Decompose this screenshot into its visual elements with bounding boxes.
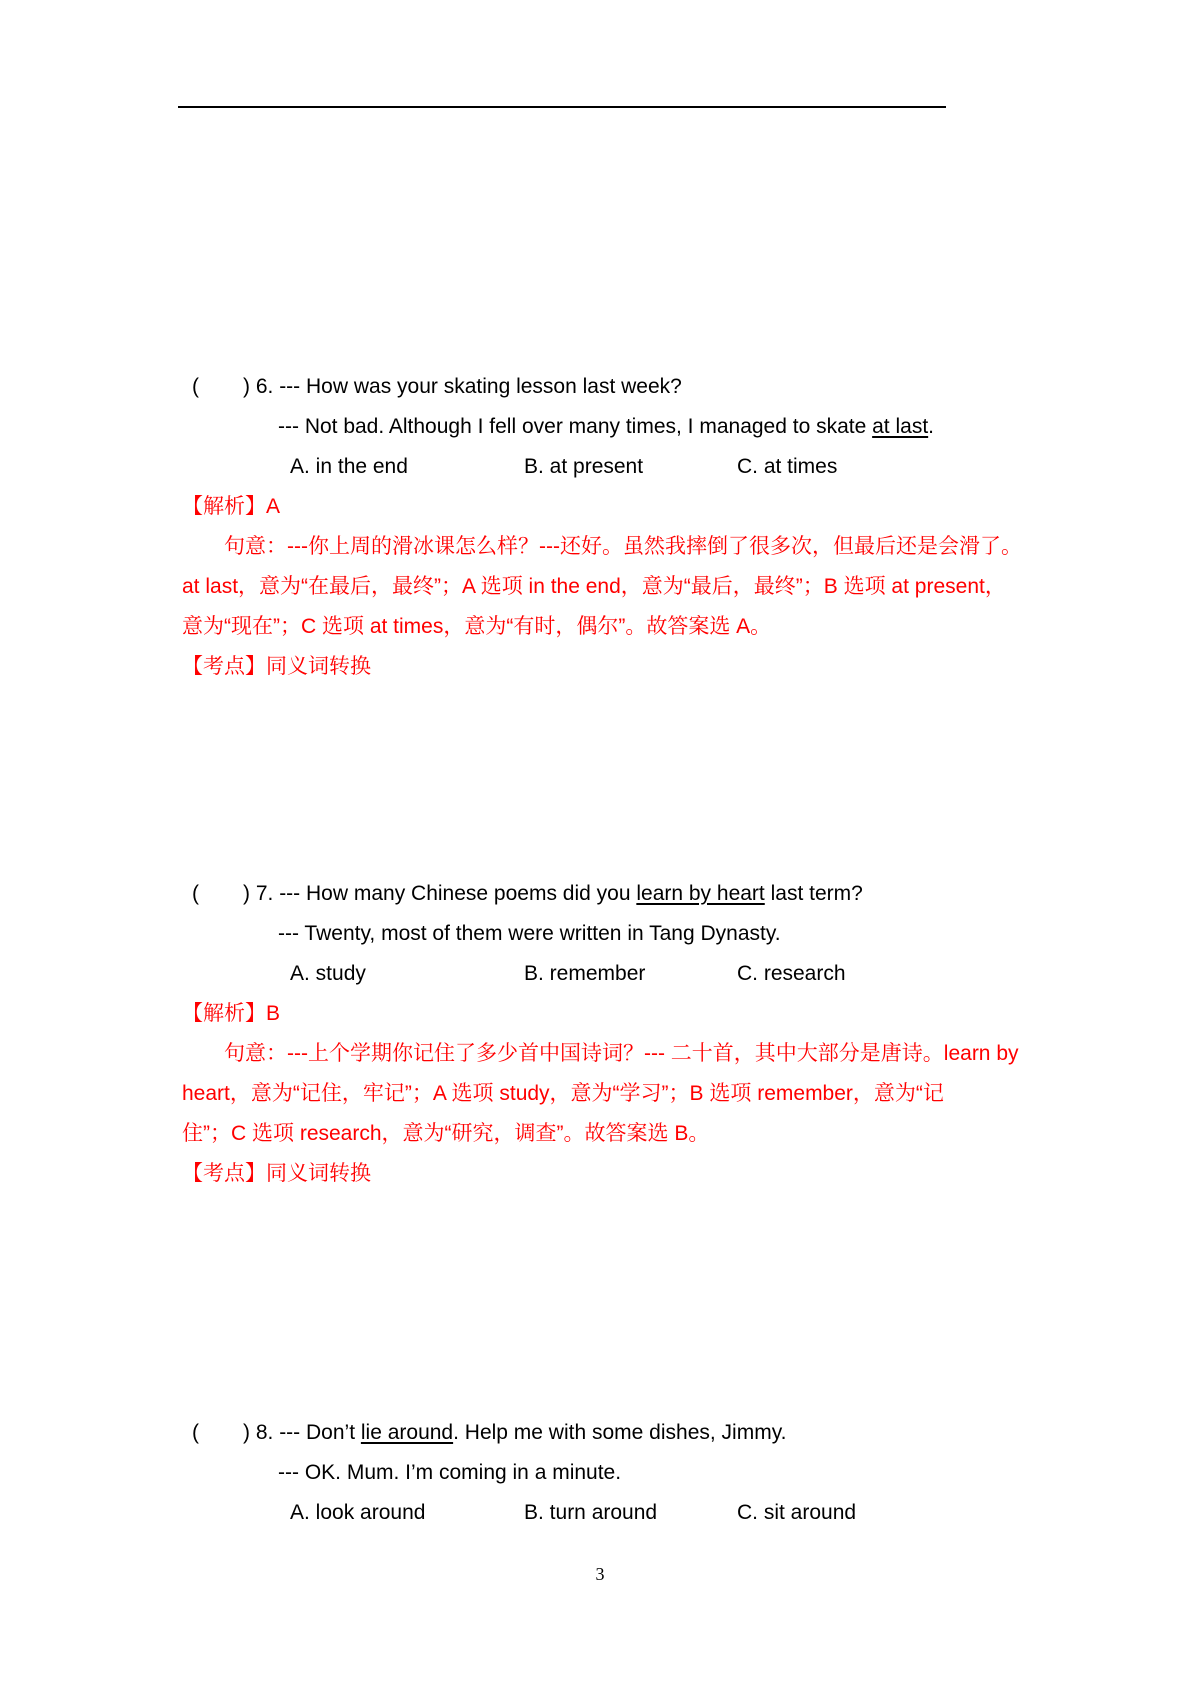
explanation-line-2: at last，意为“在最后，最终”；A 选项 in the end，意为“最后，最终”；B 选项 at present， [182, 575, 1006, 598]
option-b: B. remember [524, 962, 646, 985]
explanation-line-1: 句意：---上个学期你记住了多少首中国诗词？--- 二十首，其中大部分是唐诗。learn by [224, 1042, 1019, 1065]
question-line-1: 7. --- How many Chinese poems did you [255, 882, 637, 905]
point-label: 【考点】同义词转换 [182, 1162, 371, 1185]
answer-label: 【解析】B [182, 1002, 281, 1025]
answer-label: 【解析】A [182, 495, 281, 518]
answer-blank-close: ) [243, 882, 250, 905]
option-c: C. sit around [737, 1501, 857, 1524]
response-end: . [928, 415, 934, 438]
option-a: A. look around [290, 1501, 426, 1524]
header-rule [178, 106, 946, 108]
question-line-1-end: last term? [764, 882, 863, 905]
underlined-phrase: lie around [360, 1421, 454, 1444]
explanation [182, 994, 1032, 1194]
option-a: A. in the end [290, 455, 408, 478]
underlined-phrase: learn by heart [636, 882, 765, 905]
answer-blank-open: ( [192, 1421, 199, 1444]
option-a: A. study [290, 962, 366, 985]
explanation [182, 487, 1032, 687]
option-c: C. research [737, 962, 846, 985]
explanation-line-1: 句意：---你上周的滑冰课怎么样？---还好。虽然我摔倒了很多次，但最后还是会滑了。 [224, 535, 1022, 558]
option-c: C. at times [737, 455, 838, 478]
answer-blank-open: ( [192, 882, 199, 905]
question-stem [192, 880, 863, 908]
question-stem [192, 373, 682, 401]
explanation-line-3: 意为“现在”；C 选项 at times，意为“有时，偶尔”。故答案选 A。 [182, 615, 772, 638]
point-label: 【考点】同义词转换 [182, 655, 371, 678]
option-b: B. at present [524, 455, 644, 478]
answer-blank-open: ( [192, 375, 199, 398]
question-stem [192, 1419, 786, 1447]
answer-blank-close: ) [243, 375, 250, 398]
question-line-1-end: . Help me with some dishes, Jimmy. [453, 1421, 787, 1444]
question-line-2: --- OK. Mum. I’m coming in a minute. [278, 1461, 622, 1484]
question-line-1: 8. --- Don’t [255, 1421, 361, 1444]
question-line-2: --- Twenty, most of them were written in Tang Dynasty. [278, 922, 781, 945]
page-number: 3 [595, 1564, 605, 1584]
explanation-line-3: 住”；C 选项 research，意为“研究，调查”。故答案选 B。 [182, 1122, 710, 1145]
option-b: B. turn around [524, 1501, 658, 1524]
answer-blank-close: ) [243, 1421, 250, 1444]
underlined-phrase: at last [872, 415, 929, 438]
explanation-line-2: heart，意为“记住，牢记”；A 选项 study，意为“学习”；B 选项 remember，意为“记 [182, 1082, 944, 1105]
question-line-1: 6. --- How was your skating lesson last week? [255, 375, 682, 398]
response-text: --- Not bad. Although I fell over many times, I managed to skate [278, 415, 873, 438]
question-line-2 [278, 413, 934, 441]
